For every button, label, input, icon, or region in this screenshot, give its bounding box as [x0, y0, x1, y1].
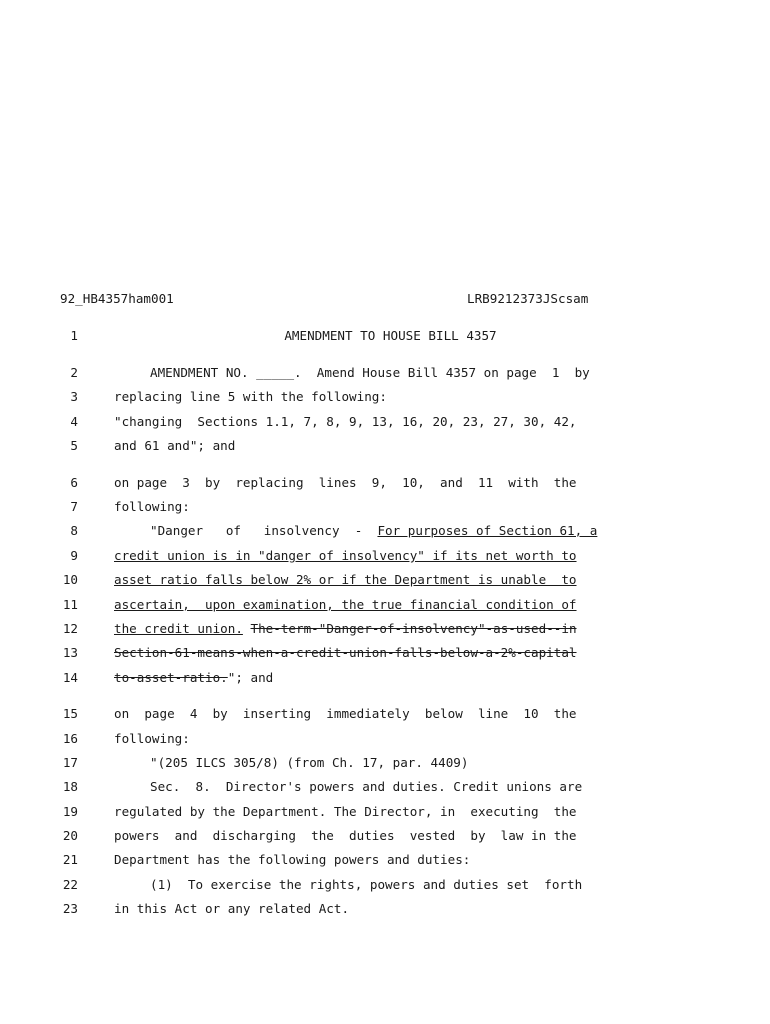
text-segment: on page 3 by replacing lines 9, 10, and 11 with the	[114, 475, 577, 490]
line-number: 10	[62, 572, 78, 587]
text-segment: replacing line 5 with the following:	[114, 389, 387, 404]
document-line	[0, 852, 770, 872]
line-number: 18	[62, 779, 78, 794]
line-text	[114, 755, 667, 770]
line-number: 20	[62, 828, 78, 843]
line-number: 9	[70, 548, 78, 563]
line-text	[114, 804, 667, 819]
line-number: 21	[62, 852, 78, 867]
text-segment: AMENDMENT TO HOUSE BILL 4357	[284, 328, 497, 343]
document-line	[0, 901, 770, 921]
text-segment: following:	[114, 731, 190, 746]
text-segment: on page 4 by inserting immediately below line 10 the	[114, 706, 577, 721]
document-line	[0, 499, 770, 519]
line-number: 4	[70, 414, 78, 429]
inserted-text: For purposes of Section 61, a	[377, 523, 598, 538]
document-line	[0, 438, 770, 458]
line-text	[114, 523, 667, 538]
inserted-text: asset ratio falls below 2% or if the Department is unable to	[114, 572, 577, 587]
document-line	[0, 731, 770, 751]
document-line	[0, 779, 770, 799]
line-text	[114, 779, 667, 794]
line-number: 3	[70, 389, 78, 404]
text-segment	[243, 621, 251, 636]
text-segment: AMENDMENT NO. _____. Amend House Bill 4357 on page 1 by	[150, 365, 590, 380]
document-line	[0, 804, 770, 824]
line-text	[114, 414, 667, 429]
document-line	[0, 670, 770, 690]
line-number: 22	[62, 877, 78, 892]
document-line	[0, 328, 770, 348]
line-text	[114, 706, 667, 721]
line-text	[114, 365, 667, 380]
line-number: 8	[70, 523, 78, 538]
text-segment: in this Act or any related Act.	[114, 901, 350, 916]
line-text	[114, 877, 667, 892]
line-number: 23	[62, 901, 78, 916]
line-number: 17	[62, 755, 78, 770]
document-line	[0, 523, 770, 543]
text-segment: Department has the following powers and duties:	[114, 852, 471, 867]
document-line	[0, 597, 770, 617]
line-text	[114, 499, 667, 514]
line-text	[114, 389, 667, 404]
line-text	[114, 731, 667, 746]
line-number: 16	[62, 731, 78, 746]
line-number: 7	[70, 499, 78, 514]
text-segment: "changing Sections 1.1, 7, 8, 9, 13, 16, 20, 23, 27, 30, 42,	[114, 414, 577, 429]
line-number: 5	[70, 438, 78, 453]
document-line	[0, 548, 770, 568]
lrb-number: LRB9212373JScsam	[467, 291, 589, 306]
line-text	[114, 475, 667, 490]
text-segment: "; and	[227, 670, 274, 685]
line-text	[114, 828, 667, 843]
line-text	[114, 572, 667, 587]
line-text	[114, 438, 667, 453]
document-line	[0, 645, 770, 665]
inserted-text: the credit union.	[114, 621, 243, 636]
document-line	[0, 414, 770, 434]
line-text	[114, 901, 667, 916]
line-text	[114, 645, 667, 660]
line-number: 2	[70, 365, 78, 380]
document-line	[0, 475, 770, 495]
line-text	[114, 328, 667, 343]
line-number: 14	[62, 670, 78, 685]
document-line	[0, 706, 770, 726]
line-text	[114, 852, 667, 867]
document-line	[0, 572, 770, 592]
line-text	[114, 621, 667, 636]
text-segment: following:	[114, 499, 190, 514]
document-line	[0, 621, 770, 641]
text-segment: Sec. 8. Director's powers and duties. Credit unions are	[150, 779, 583, 794]
line-number: 19	[62, 804, 78, 819]
line-number: 1	[70, 328, 78, 343]
document-line	[0, 755, 770, 775]
document-line	[0, 365, 770, 385]
document-line	[0, 877, 770, 897]
text-segment: (1) To exercise the rights, powers and duties set forth	[150, 877, 583, 892]
document-line	[0, 828, 770, 848]
line-text	[114, 597, 667, 612]
line-number: 12	[62, 621, 78, 636]
text-segment: powers and discharging the duties vested by law in the	[114, 828, 577, 843]
line-number: 15	[62, 706, 78, 721]
text-segment: regulated by the Department. The Director, in executing the	[114, 804, 577, 819]
inserted-text: ascertain, upon examination, the true financial condition of	[114, 597, 577, 612]
line-number: 6	[70, 475, 78, 490]
line-text	[114, 548, 667, 563]
line-text	[114, 670, 667, 685]
text-segment: "Danger of insolvency -	[150, 523, 378, 538]
text-segment: and 61 and"; and	[114, 438, 236, 453]
inserted-text: credit union is in "danger of insolvency" if its net worth to	[114, 548, 577, 563]
line-number: 11	[62, 597, 78, 612]
document-line	[0, 389, 770, 409]
deleted-text: to-asset-ratio.	[114, 670, 228, 685]
deleted-text: Section-61-means-when-a-credit-union-falls-below-a-2%-capital	[114, 645, 577, 660]
line-number: 13	[62, 645, 78, 660]
deleted-text: The-term-"Danger-of-insolvency"-as-used--in	[250, 621, 577, 636]
document-id: 92_HB4357ham001	[60, 291, 174, 306]
text-segment: "(205 ILCS 305/8) (from Ch. 17, par. 4409)	[150, 755, 469, 770]
